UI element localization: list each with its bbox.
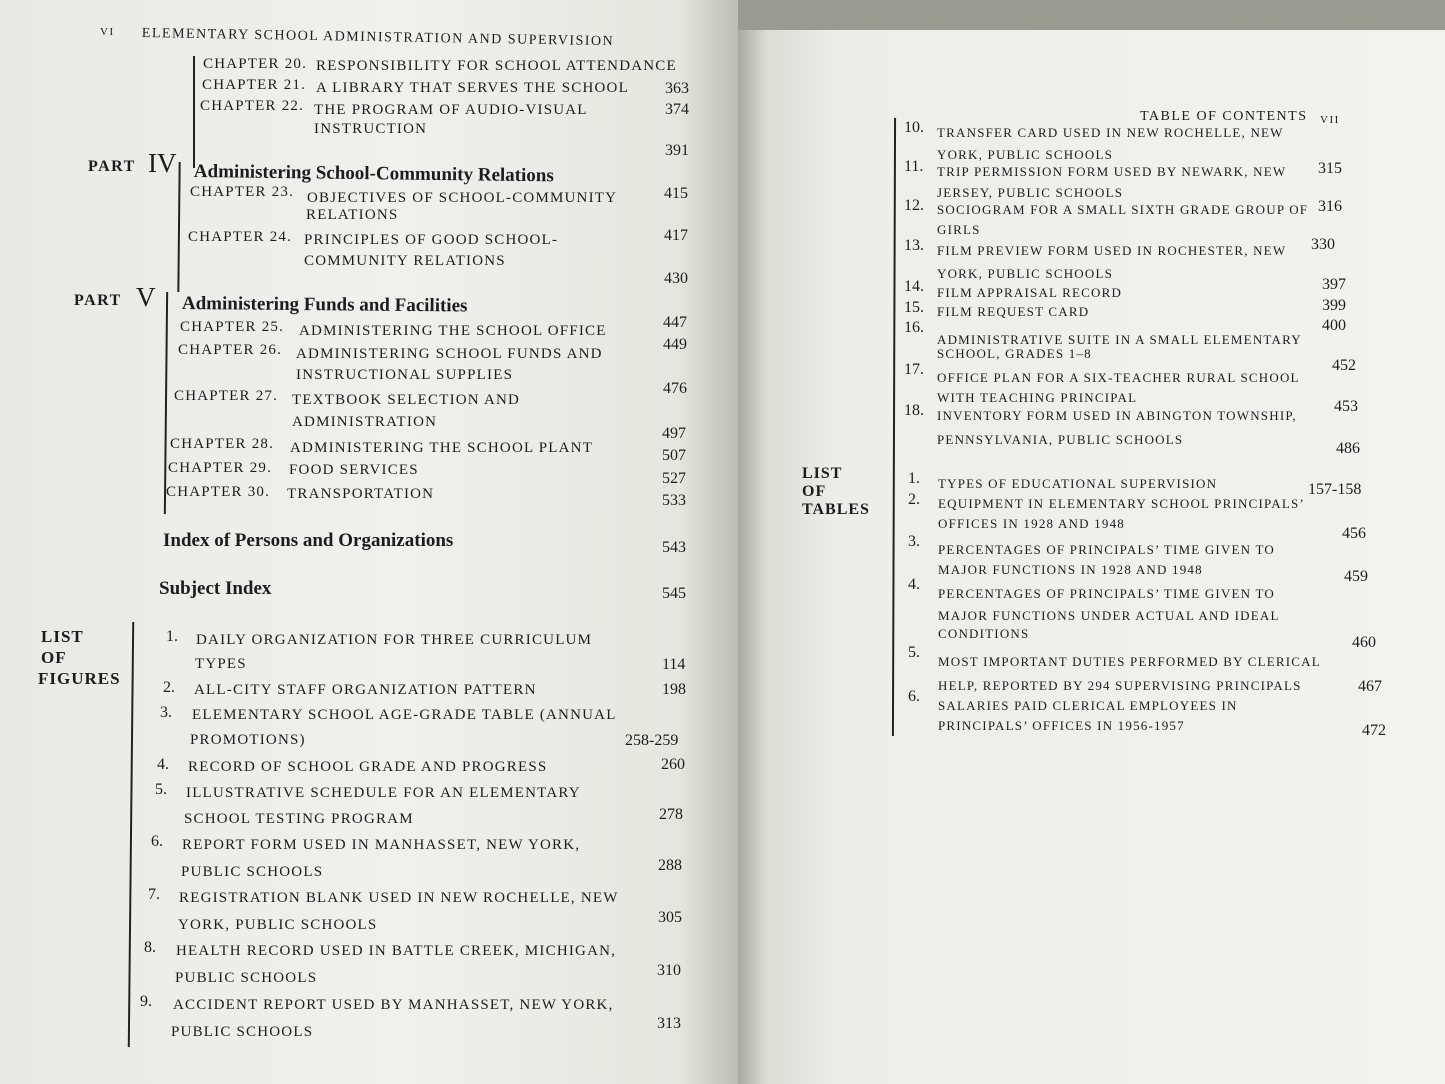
- figure-8-title-line2: PUBLIC SCHOOLS: [175, 970, 318, 986]
- figure-18-title: INVENTORY FORM USED IN ABINGTON TOWNSHIP,: [937, 408, 1297, 423]
- rule-right: [892, 118, 896, 736]
- figure-10-title-line2: YORK, PUBLIC SCHOOLS: [937, 147, 1114, 162]
- chapter-29-title: FOOD SERVICES: [289, 462, 419, 478]
- figure-7-number: 7.: [148, 886, 160, 903]
- chapter-27-label: CHAPTER 27.: [174, 388, 279, 404]
- list-of-tables-heading-1: LIST: [802, 465, 843, 482]
- table-5-page: 467: [1358, 678, 1382, 695]
- table-2-title-line2: OFFICES IN 1928 AND 1948: [938, 516, 1125, 531]
- part-4-end-page: 430: [664, 270, 688, 287]
- figure-3-title-line2: PROMOTIONS): [190, 732, 306, 748]
- figure-16-page: 452: [1332, 357, 1356, 374]
- chapter-27-page: 476: [663, 380, 687, 397]
- table-4-page: 460: [1352, 634, 1376, 651]
- chapter-23-title-line2: RELATIONS: [306, 207, 399, 223]
- figure-2-title: ALL-CITY STAFF ORGANIZATION PATTERN: [194, 682, 537, 698]
- table-5-number: 5.: [908, 644, 920, 661]
- table-1-page: 157-158: [1308, 481, 1362, 498]
- table-4-title: PERCENTAGES OF PRINCIPALS’ TIME GIVEN TO: [938, 586, 1275, 601]
- chapter-24-title-line2: COMMUNITY RELATIONS: [304, 253, 506, 269]
- figure-4-title: RECORD OF SCHOOL GRADE AND PROGRESS: [188, 759, 548, 775]
- rule-part3: [193, 56, 195, 168]
- page-number: vii: [1320, 110, 1340, 127]
- chapter-22-title-line2: INSTRUCTION: [314, 121, 428, 137]
- subject-index-title: Subject Index: [159, 578, 272, 599]
- table-6-title: SALARIES PAID CLERICAL EMPLOYEES IN: [938, 698, 1238, 713]
- figure-1-number: 1.: [166, 628, 178, 645]
- chapter-26-label: CHAPTER 26.: [178, 342, 283, 358]
- table-5-title: MOST IMPORTANT DUTIES PERFORMED BY CLERICAL: [938, 654, 1321, 669]
- chapter-20-page: 363: [665, 80, 689, 97]
- figure-17-title-line2: WITH TEACHING PRINCIPAL: [937, 390, 1138, 405]
- chapter-25-page: 447: [663, 314, 687, 331]
- figure-12-number: 12.: [904, 197, 924, 214]
- chapter-20-label: CHAPTER 20.: [203, 56, 308, 72]
- table-6-number: 6.: [908, 688, 920, 705]
- chapter-21-page: 374: [665, 101, 689, 118]
- chapter-28-label: CHAPTER 28.: [170, 436, 275, 452]
- figure-10-title: TRANSFER CARD USED IN NEW ROCHELLE, NEW: [937, 125, 1284, 140]
- figure-8-page: 310: [657, 962, 681, 979]
- figure-2-page: 198: [662, 681, 686, 698]
- rule-part4: [177, 162, 180, 292]
- figure-6-page: 288: [658, 857, 682, 874]
- table-4-number: 4.: [908, 576, 920, 593]
- chapter-24-page: 417: [664, 227, 688, 244]
- figure-6-title: REPORT FORM USED IN MANHASSET, NEW YORK,: [182, 837, 581, 853]
- figure-6-title-line2: PUBLIC SCHOOLS: [181, 864, 324, 880]
- chapter-21-title: A LIBRARY THAT SERVES THE SCHOOL: [316, 80, 629, 96]
- list-of-tables-heading-2: OF: [802, 483, 827, 500]
- figure-15-number: 15.: [904, 299, 924, 316]
- figure-8-title: HEALTH RECORD USED IN BATTLE CREEK, MICHIGAN,: [176, 943, 617, 959]
- figure-17-title: OFFICE PLAN FOR A SIX-TEACHER RURAL SCHOOL: [937, 370, 1300, 385]
- figure-4-number: 4.: [157, 756, 169, 773]
- table-3-page: 459: [1344, 568, 1368, 585]
- chapter-29-page: 507: [662, 447, 686, 464]
- figure-11-title: TRIP PERMISSION FORM USED BY NEWARK, NEW: [937, 164, 1287, 179]
- figure-13-title: FILM PREVIEW FORM USED IN ROCHESTER, NEW: [937, 243, 1287, 258]
- part-5-label: PART: [74, 292, 122, 309]
- figure-9-title: ACCIDENT REPORT USED BY MANHASSET, NEW YORK,: [173, 997, 614, 1013]
- chapter-23-label: CHAPTER 23.: [190, 184, 295, 200]
- running-head: TABLE OF CONTENTS: [1140, 109, 1308, 124]
- list-of-figures-heading-1: LIST: [41, 627, 84, 646]
- table-1-title: TYPES OF EDUCATIONAL SUPERVISION: [938, 476, 1218, 491]
- rule-figures: [128, 622, 134, 1047]
- chapter-30-title: TRANSPORTATION: [287, 486, 435, 502]
- list-of-figures-heading-3: FIGURES: [38, 669, 121, 688]
- chapter-24-label: CHAPTER 24.: [188, 229, 293, 245]
- figure-5-page: 278: [659, 806, 683, 823]
- figure-5-title: ILLUSTRATIVE SCHEDULE FOR AN ELEMENTARY: [186, 785, 581, 801]
- chapter-26-title: ADMINISTERING SCHOOL FUNDS AND: [296, 346, 603, 362]
- rule-part5: [164, 292, 168, 514]
- figure-18-title-line2: PENNSYLVANIA, PUBLIC SCHOOLS: [937, 432, 1184, 447]
- chapter-21-label: CHAPTER 21.: [202, 77, 307, 93]
- running-head: ELEMENTARY SCHOOL ADMINISTRATION AND SUPERVISION: [141, 26, 615, 50]
- chapter-20-title: RESPONSIBILITY FOR SCHOOL ATTENDANCE: [316, 58, 677, 74]
- figure-10-page: 315: [1318, 160, 1342, 177]
- part-4-roman: IV: [148, 148, 177, 178]
- table-4-title-line3: CONDITIONS: [938, 626, 1030, 641]
- table-6-title-line2: PRINCIPALS’ OFFICES IN 1956-1957: [938, 718, 1185, 733]
- chapter-25-title: ADMINISTERING THE SCHOOL OFFICE: [299, 323, 607, 339]
- figure-13-number: 13.: [904, 237, 924, 254]
- figure-13-page: 397: [1322, 276, 1346, 293]
- figure-9-number: 9.: [140, 993, 152, 1010]
- figure-17-number: 17.: [904, 361, 924, 378]
- figure-12-title-line2: GIRLS: [937, 222, 981, 237]
- part-4-title: Administering School-Community Relations: [193, 161, 554, 187]
- figure-16-title: ADMINISTRATIVE SUITE IN A SMALL ELEMENTARY: [937, 332, 1302, 347]
- figure-11-title-line2: JERSEY, PUBLIC SCHOOLS: [937, 185, 1124, 200]
- figure-17-page: 453: [1334, 398, 1358, 415]
- table-2-number: 2.: [908, 491, 920, 508]
- chapter-30-label: CHAPTER 30.: [166, 484, 271, 500]
- chapter-27-title: TEXTBOOK SELECTION AND: [292, 392, 521, 408]
- figure-6-number: 6.: [151, 833, 163, 850]
- figure-18-number: 18.: [904, 402, 924, 419]
- figure-9-page: 313: [657, 1015, 681, 1032]
- right-page: [738, 30, 1445, 1084]
- figure-18-page: 486: [1336, 440, 1360, 457]
- figure-14-number: 14.: [904, 278, 924, 295]
- table-2-page: 456: [1342, 525, 1366, 542]
- chapter-27-title-line2: ADMINISTRATION: [292, 414, 438, 430]
- figure-1-page: 114: [662, 656, 686, 673]
- figure-16-title-line2: SCHOOL, GRADES 1–8: [937, 346, 1092, 361]
- chapter-25-label: CHAPTER 25.: [180, 319, 285, 335]
- figure-3-number: 3.: [160, 704, 172, 721]
- chapter-26-title-line2: INSTRUCTIONAL SUPPLIES: [296, 367, 514, 383]
- figure-7-page: 305: [658, 909, 682, 926]
- figure-1-title-line2: TYPES: [195, 656, 247, 672]
- table-3-title: PERCENTAGES OF PRINCIPALS’ TIME GIVEN TO: [938, 542, 1275, 557]
- chapter-28-page: 497: [662, 425, 686, 442]
- chapter-30-page: 527: [662, 470, 686, 487]
- table-6-page: 472: [1362, 722, 1386, 739]
- figure-5-title-line2: SCHOOL TESTING PROGRAM: [184, 811, 414, 827]
- chapter-23-title: OBJECTIVES OF SCHOOL-COMMUNITY: [307, 190, 618, 206]
- list-of-figures-heading-2: OF: [41, 648, 67, 667]
- figure-3-page: 258-259: [625, 732, 679, 749]
- part-5-roman: V: [136, 282, 156, 312]
- chapter-26-page: 449: [663, 336, 687, 353]
- figure-12-title: SOCIOGRAM FOR A SMALL SIXTH GRADE GROUP OF: [937, 202, 1309, 217]
- figure-4-page: 260: [661, 756, 685, 773]
- figure-1-title: DAILY ORGANIZATION FOR THREE CURRICULUM: [196, 632, 593, 648]
- table-2-title: EQUIPMENT IN ELEMENTARY SCHOOL PRINCIPALS’: [938, 496, 1305, 511]
- figure-9-title-line2: PUBLIC SCHOOLS: [171, 1024, 314, 1040]
- figure-3-title: ELEMENTARY SCHOOL AGE-GRADE TABLE (ANNUAL: [192, 707, 617, 723]
- index-persons-page: 543: [662, 539, 686, 556]
- chapter-24-title: PRINCIPLES OF GOOD SCHOOL-: [304, 232, 559, 248]
- part-5-title: Administering Funds and Facilities: [181, 293, 468, 317]
- figure-7-title: REGISTRATION BLANK USED IN NEW ROCHELLE, NEW: [179, 890, 619, 906]
- figure-15-page: 400: [1322, 317, 1346, 334]
- part-4-label: PART: [88, 158, 136, 175]
- table-5-title-line2: HELP, REPORTED BY 294 SUPERVISING PRINCIPALS: [938, 678, 1302, 693]
- figure-11-page: 316: [1318, 198, 1342, 215]
- chapter-22-label: CHAPTER 22.: [200, 98, 305, 114]
- figure-14-title: FILM APPRAISAL RECORD: [937, 285, 1123, 300]
- chapter-28-title: ADMINISTERING THE SCHOOL PLANT: [290, 440, 594, 456]
- figure-15-title: FILM REQUEST CARD: [937, 304, 1090, 319]
- figure-10-number: 10.: [904, 119, 924, 136]
- chapter-22-title: THE PROGRAM OF AUDIO-VISUAL: [314, 102, 588, 118]
- chapter-23-page: 415: [664, 185, 688, 202]
- table-3-number: 3.: [908, 533, 920, 550]
- part-5-end-page: 533: [662, 492, 686, 509]
- figure-8-number: 8.: [144, 939, 156, 956]
- list-of-tables-heading-3: TABLES: [802, 501, 870, 518]
- figure-5-number: 5.: [155, 781, 167, 798]
- table-4-title-line2: MAJOR FUNCTIONS UNDER ACTUAL AND IDEAL: [938, 608, 1280, 623]
- figure-2-number: 2.: [163, 679, 175, 696]
- subject-index-page: 545: [662, 585, 686, 602]
- figure-7-title-line2: YORK, PUBLIC SCHOOLS: [178, 917, 378, 933]
- page-number: vi: [100, 22, 115, 39]
- figure-12-page: 330: [1311, 236, 1335, 253]
- table-3-title-line2: MAJOR FUNCTIONS IN 1928 AND 1948: [938, 562, 1203, 577]
- chapter-29-label: CHAPTER 29.: [168, 460, 273, 476]
- figure-14-page: 399: [1322, 297, 1346, 314]
- index-persons-title: Index of Persons and Organizations: [163, 530, 454, 551]
- table-1-number: 1.: [908, 470, 920, 487]
- figure-13-title-line2: YORK, PUBLIC SCHOOLS: [937, 266, 1114, 281]
- figure-11-number: 11.: [904, 158, 924, 175]
- chapter-22-page: 391: [665, 142, 689, 159]
- figure-16-number: 16.: [904, 319, 924, 336]
